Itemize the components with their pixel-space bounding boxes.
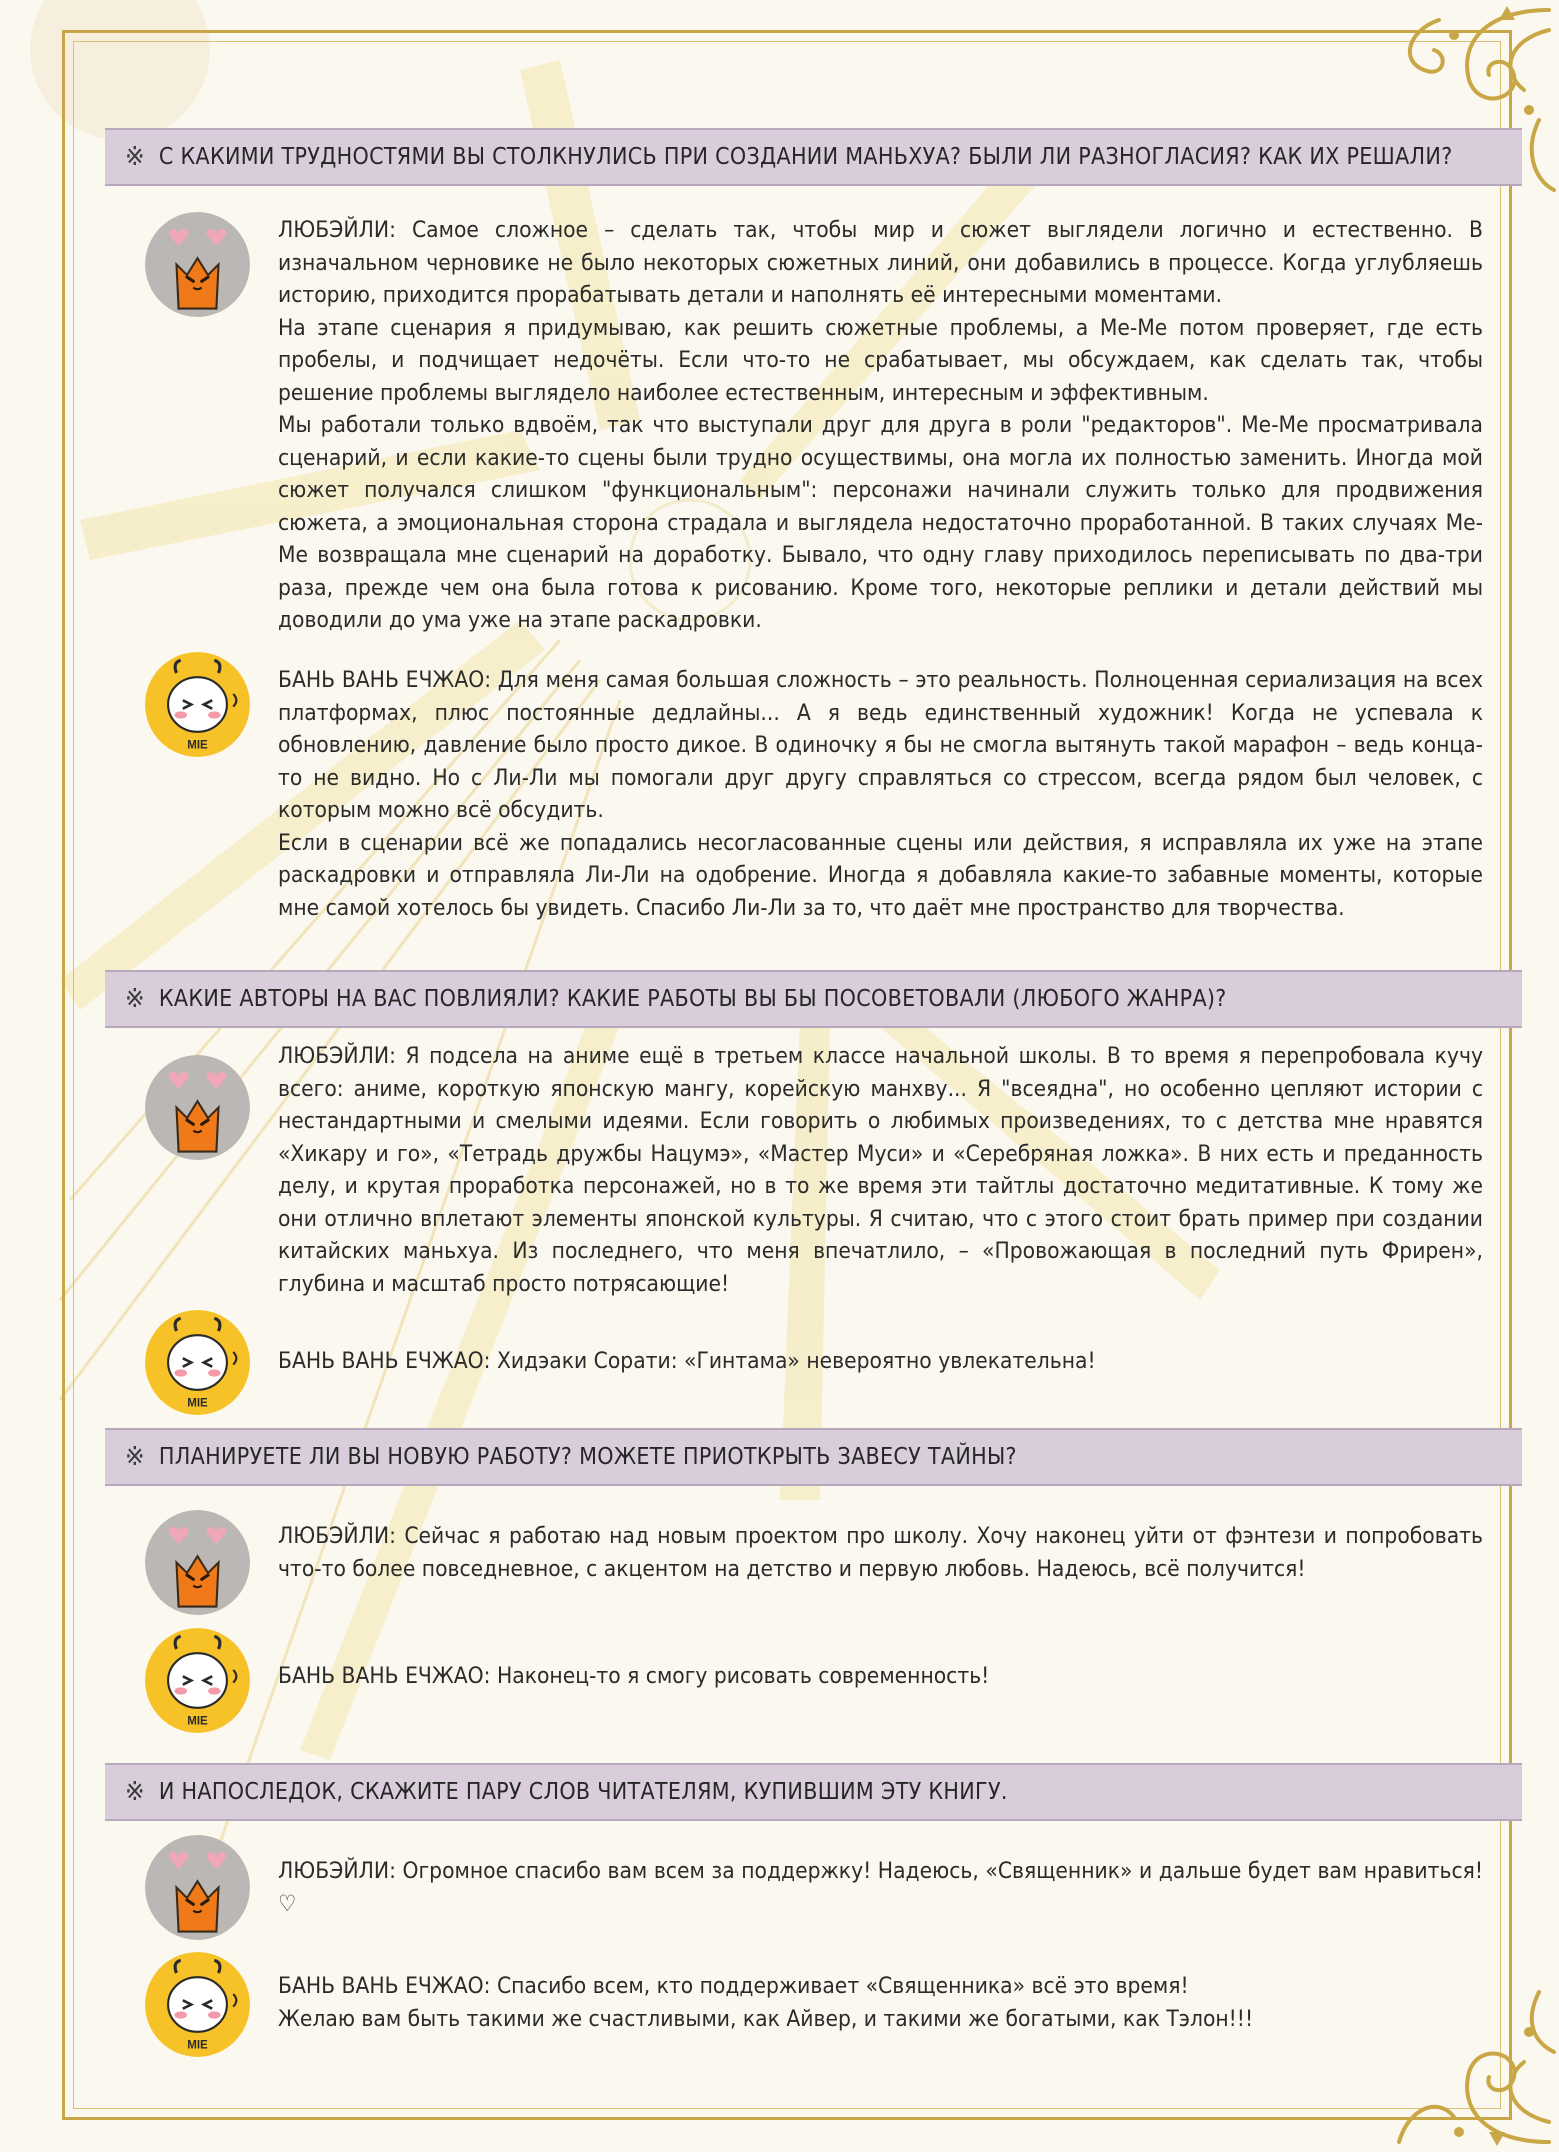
question-header-3	[105, 1428, 1522, 1486]
answer-paragraph: БАНЬ ВАНЬ ЕЧЖАО: Спасибо всем, кто поддерживает «Священника» всё это время!	[278, 1973, 1189, 1999]
question-text: ПЛАНИРУЕТЕ ЛИ ВЫ НОВУЮ РАБОТУ? МОЖЕТЕ ПРИОТКРЫТЬ ЗАВЕСУ ТАЙНЫ?	[158, 1444, 1017, 1470]
question-text: И НАПОСЛЕДОК, СКАЖИТЕ ПАРУ СЛОВ ЧИТАТЕЛЯМ, КУПИВШИМ ЭТУ КНИГУ.	[158, 1779, 1008, 1805]
sheep-avatar	[145, 1628, 250, 1733]
answer-ban-van-1	[278, 664, 1483, 924]
answer-lyubeyli-2	[278, 1040, 1483, 1300]
reference-mark-icon: ※	[125, 984, 145, 1014]
reference-mark-icon: ※	[125, 1777, 145, 1807]
answer-paragraph: Мы работали только вдвоём, так что выступали друг для друга в роли "редакторов". Ме-Ме просматривала сценарий, и если какие-то сцены были трудно осуществимы, она могла их полностью заменить. Иногда мой сюжет получался слишком "функциональным": персонажи начинали служить только для продвижения сюжета, а эмоциональная сторона страдала и выглядела недостаточно проработанной. В таких случаях Ме-Ме возвращала мне сценарий на доработку. Бывало, что одну главу приходилось переписывать по два-три раза, прежде чем она была готова к рисованию. Кроме того, некоторые реплики и детали действий мы доводили до ума уже на этапе раскадровки.	[278, 412, 1483, 633]
fox-avatar	[145, 1835, 250, 1940]
avatar-badge: MIE	[187, 2039, 208, 2052]
ornament-bottom-right-icon	[1339, 1932, 1559, 2152]
answer-paragraph: БАНЬ ВАНЬ ЕЧЖАО: Хидэаки Сорати: «Гинтама» невероятно увлекательна!	[278, 1348, 1096, 1374]
avatar-badge: MIE	[187, 1397, 208, 1410]
answer-ban-van-3	[278, 1660, 1483, 1693]
answer-ban-van-2	[278, 1345, 1483, 1378]
ornament-top-right-icon	[1339, 0, 1559, 220]
answer-ban-van-4	[278, 1970, 1483, 2035]
question-header-4	[105, 1763, 1522, 1821]
answer-lyubeyli-4	[278, 1855, 1483, 1920]
fox-avatar	[145, 212, 250, 317]
question-text: КАКИЕ АВТОРЫ НА ВАС ПОВЛИЯЛИ? КАКИЕ РАБОТЫ ВЫ БЫ ПОСОВЕТОВАЛИ (ЛЮБОГО ЖАНРА)?	[158, 986, 1227, 1012]
answer-paragraph: ЛЮБЭЙЛИ: Самое сложное – сделать так, чтобы мир и сюжет выглядели логично и естественно. В изначальном черновике не было некоторых сюжетных линий, они добавились в процессе. Когда углубляешь историю, приходится прорабатывать детали и наполнять её интересными моментами.	[278, 217, 1483, 308]
avatar-badge: MIE	[187, 1715, 208, 1728]
answer-paragraph: Желаю вам быть такими же счастливыми, как Айвер, и такими же богатыми, как Тэлон!!!	[278, 2005, 1254, 2032]
answer-paragraph: ЛЮБЭЙЛИ: Я подсела на аниме ещё в третьем классе начальной школы. В то время я перепробовала кучу всего: аниме, короткую японскую мангу, корейскую манхву... Я "всеядна", но особенно цепляют истории с нестандартными и смелыми идеями. Если говорить о любимых произведениях, то с детства мне нравятся «Хикару и го», «Тетрадь дружбы Нацумэ», «Мастер Муси» и «Серебряная ложка». В них есть и преданность делу, и крутая проработка персонажей, но в то же время эти тайтлы достаточно медитативные. К тому же они отлично вплетают элементы японской культуры. Я считаю, что с этого стоит брать пример при создании китайских маньхуа. Из последнего, что меня впечатлило, – «Провожающая в последний путь Фрирен», глубина и масштаб просто потрясающие!	[278, 1043, 1483, 1297]
answer-paragraph: На этапе сценария я придумываю, как решить сюжетные проблемы, а Ме-Ме потом проверяет, где есть пробелы, и подчищает недочёты. Если что-то не срабатывает, мы обсуждаем, как сделать так, чтобы решение проблемы выглядело наиболее естественным, интересным и эффективным.	[278, 314, 1483, 406]
answer-paragraph: БАНЬ ВАНЬ ЕЧЖАО: Наконец-то я смогу рисовать современность!	[278, 1663, 990, 1689]
avatar-badge: MIE	[187, 739, 208, 752]
fox-avatar	[145, 1055, 250, 1160]
sheep-avatar	[145, 1310, 250, 1415]
reference-mark-icon: ※	[125, 142, 145, 172]
answer-paragraph: Если в сценарии всё же попадались несогласованные сцены или действия, я исправляла их уже на этапе раскадровки и отправляла Ли-Ли на одобрение. Иногда я добавляла какие-то забавные моменты, которые мне самой хотелось бы увидеть. Спасибо Ли-Ли за то, что даёт мне пространство для творчества.	[278, 829, 1483, 921]
reference-mark-icon: ※	[125, 1442, 145, 1472]
answer-paragraph: ЛЮБЭЙЛИ: Сейчас я работаю над новым проектом про школу. Хочу наконец уйти от фэнтези и попробовать что-то более повседневное, с акцентом на детство и первую любовь. Надеюсь, всё получится!	[278, 1523, 1483, 1582]
answer-lyubeyli-1	[278, 214, 1483, 637]
sheep-avatar	[145, 652, 250, 757]
question-header-1	[105, 128, 1522, 186]
answer-paragraph: БАНЬ ВАНЬ ЕЧЖАО: Для меня самая большая сложность – это реальность. Полноценная сериализация на всех платформах, плюс постоянные дедлайны... А я ведь единственный художник! Когда не успевала к обновлению, давление было просто дикое. В одиночку я бы не смогла вытянуть такой марафон – ведь конца-то не видно. Но с Ли-Ли мы помогали друг другу справляться со стрессом, всегда рядом был человек, с которым можно всё обсудить.	[278, 667, 1483, 823]
fox-avatar	[145, 1510, 250, 1615]
question-text: С КАКИМИ ТРУДНОСТЯМИ ВЫ СТОЛКНУЛИСЬ ПРИ СОЗДАНИИ МАНЬХУА? БЫЛИ ЛИ РАЗНОГЛАСИЯ? КАК ИХ РЕШАЛИ?	[158, 144, 1453, 170]
sheep-avatar	[145, 1952, 250, 2057]
answer-lyubeyli-3	[278, 1520, 1483, 1585]
answer-paragraph: ЛЮБЭЙЛИ: Огромное спасибо вам всем за поддержку! Надеюсь, «Священник» и дальше будет вам нравиться! ♡	[278, 1858, 1483, 1917]
question-header-2	[105, 970, 1522, 1028]
